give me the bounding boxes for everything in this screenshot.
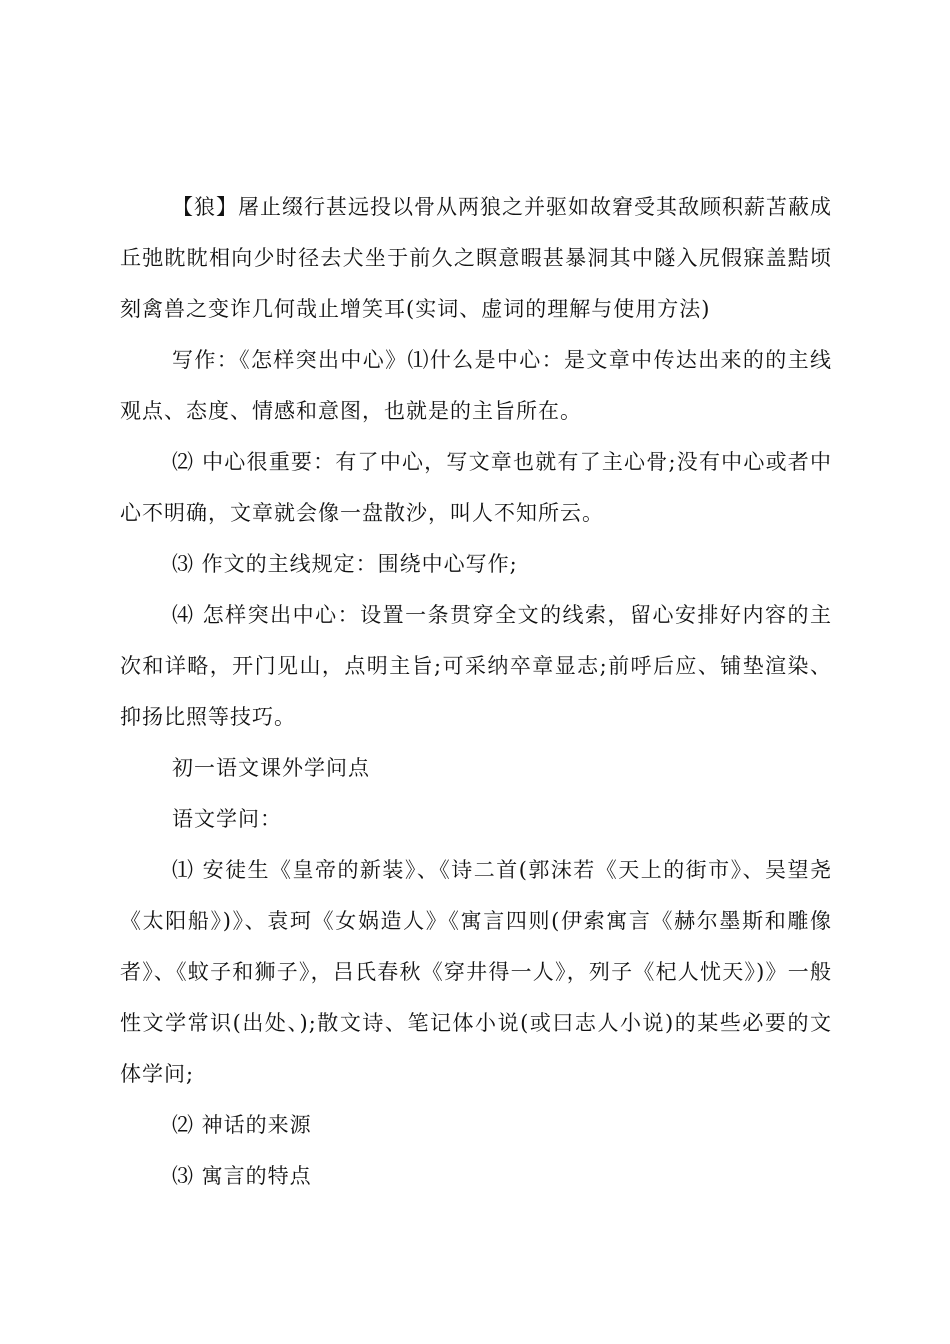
paragraph-fable-features: ⑶ 寓言的特点 (172, 1164, 312, 1188)
document-body (120, 182, 832, 1202)
paragraph-center-importance: ⑵ 中心很重要：有了中心，写文章也就有了主心骨;没有中心或者中心不明确，文章就会像一盘散沙，叫人不知所云。 (120, 450, 832, 525)
paragraph-writing-center: 写作：《怎样突出中心》⑴什么是中心：是文章中传达出来的的主线观点、态度、情感和意图，也就是的主旨所在。 (120, 348, 832, 423)
paragraph-wolf-text: 【狼】屠止缀行甚远投以骨从两狼之并驱如故窘受其敌顾积薪苫蔽成丘弛眈眈相向少时径去犬坐于前久之瞑意暇甚暴洞其中隧入尻假寐盖黠顷刻禽兽之变诈几何哉止增笑耳(实词、虚词的理解与使用方法) (120, 195, 832, 321)
paragraph-writing-rule: ⑶ 作文的主线规定：围绕中心写作; (172, 552, 518, 576)
section-heading: 初一语文课外学问点 (172, 756, 370, 780)
subsection-heading: 语文学问： (172, 807, 282, 831)
paragraph-highlight-center: ⑷ 怎样突出中心：设置一条贯穿全文的线索，留心安排好内容的主次和详略，开门见山，点明主旨;可采纳卒章显志;前呼后应、铺垫渲染、抑扬比照等技巧。 (120, 603, 832, 729)
paragraph-literary-knowledge: ⑴ 安徒生《皇帝的新装》、《诗二首(郭沫若《天上的街市》、吴望尧《太阳船》)》、袁珂《女娲造人》《寓言四则(伊索寓言《赫尔墨斯和雕像者》、《蚊子和狮子》，吕氏春秋《穿井得一人》，列子《杞人忧天》)》一般性文学常识(出处、);散文诗、笔记体小说(或曰志人小说)的某些必要的文体学问; (120, 858, 832, 1086)
paragraph-myth-origin: ⑵ 神话的来源 (172, 1113, 312, 1137)
